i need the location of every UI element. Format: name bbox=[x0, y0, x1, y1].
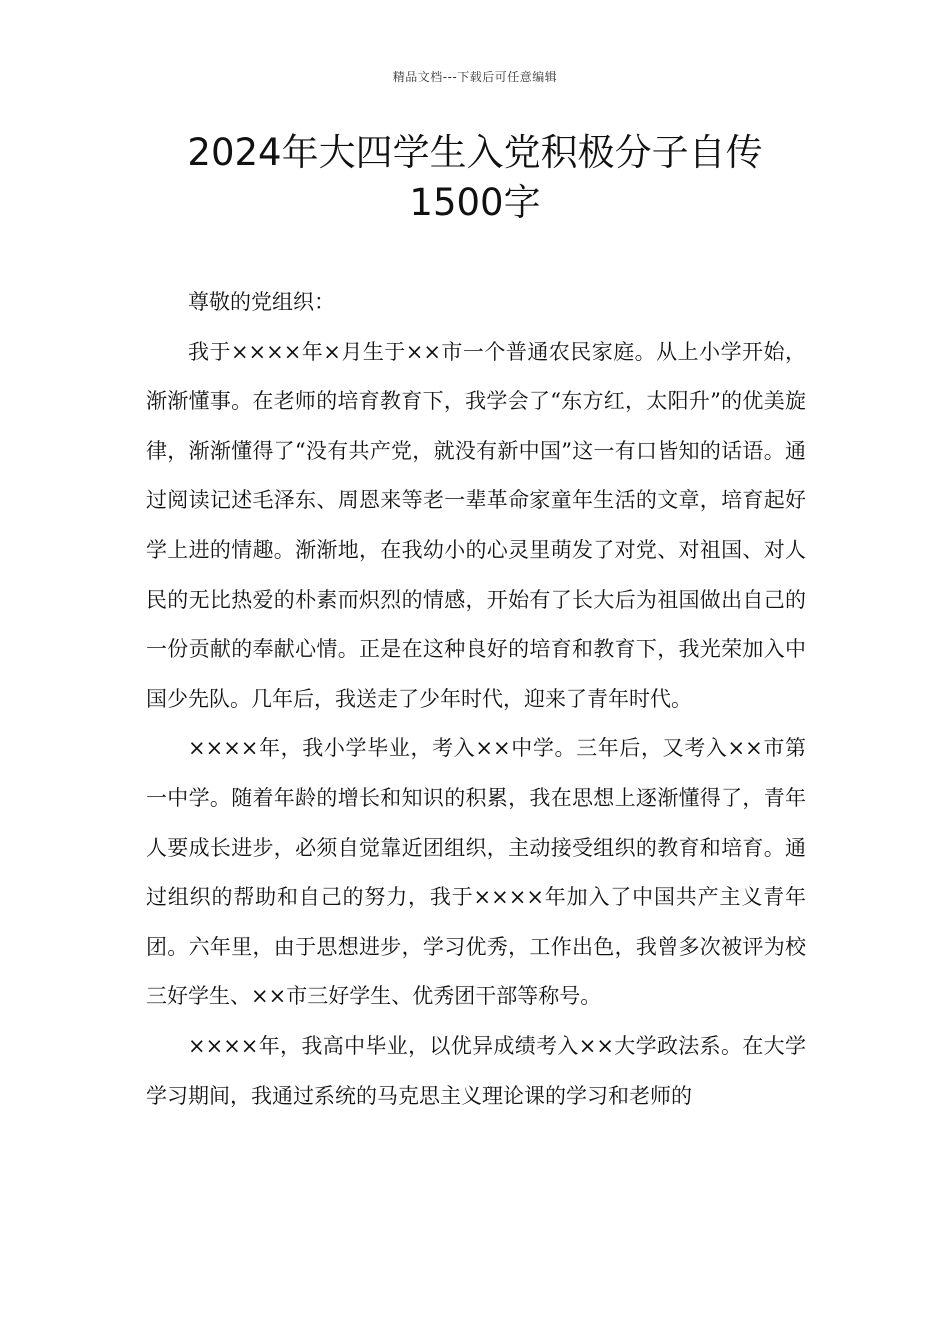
page-header-note: 精品文档---下载后可任意编辑 bbox=[392, 70, 558, 84]
document-title bbox=[100, 128, 850, 228]
body-paragraph: 我于××××年×月生于××市一个普通农民家庭。从上小学开始，渐渐懂事。在老师的培育教育下，我学会了“东方红，太阳升”的优美旋律，渐渐懂得了“没有共产党，就没有新中国”这一有口皆知的话语。通过阅读记述毛泽东、周恩来等老一辈革命家童年生活的文章，培育起好学上进的情趣。渐渐地，在我幼小的心灵里萌发了对党、对祖国、对人民的无比热爱的朴素而炽烈的情感，开始有了长大后为祖国做出自己的一份贡献的奉献心情。正是在这种良好的培育和教育下，我光荣加入中国少先队。几年后，我送走了少年时代，迎来了青年时代。 bbox=[146, 339, 806, 711]
salutation: 尊敬的党组织： bbox=[188, 290, 335, 314]
body-paragraph: ××××年，我高中毕业，以优异成绩考入××大学政法系。在大学学习期间，我通过系统的马克思主义理论课的学习和老师的 bbox=[146, 1033, 806, 1108]
document-title-line-1: 2024年大四学生入党积极分子自传 bbox=[187, 131, 763, 174]
body-paragraph: ××××年，我小学毕业，考入××中学。三年后，又考入××市第一中学。随着年龄的增长和知识的积累，我在思想上逐渐懂得了，青年人要成长进步，必须自觉靠近团组织，主动接受组织的教育和培育。通过组织的帮助和自己的努力，我于××××年加入了中国共产主义青年团。六年里，由于思想进步，学习优秀，工作出色，我曾多次被评为校三好学生、××市三好学生、优秀团干部等称号。 bbox=[146, 736, 806, 1009]
document-title-line-2: 1500字 bbox=[409, 181, 541, 224]
document-body bbox=[146, 278, 806, 1121]
